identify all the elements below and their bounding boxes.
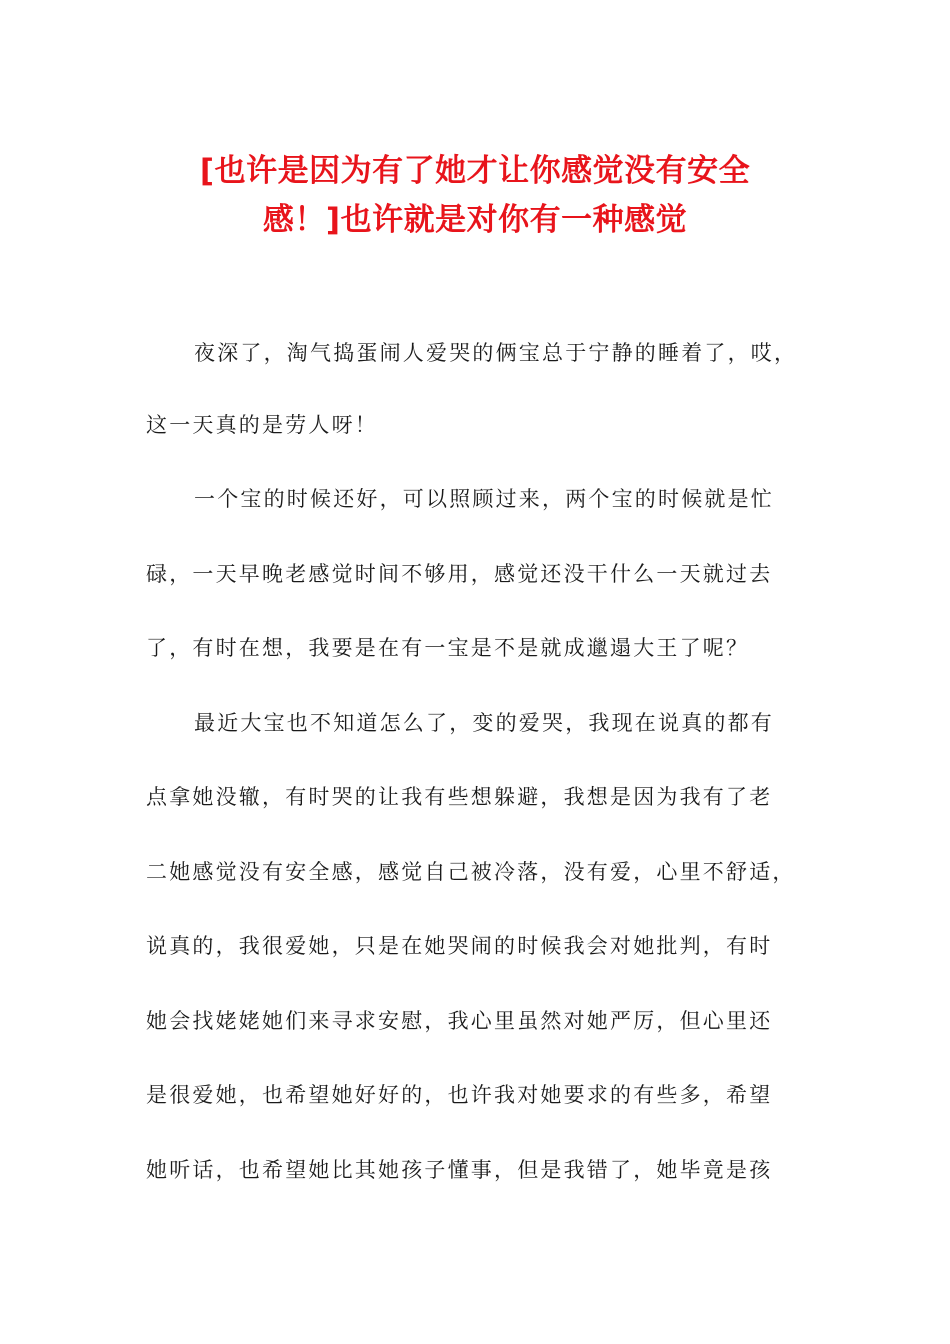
title-line-2: 感！]也许就是对你有一种感觉 (262, 202, 688, 238)
paragraph-2-line-3: 了，有时在想，我要是在有一宝是不是就成邋遢大王了呢？ (146, 636, 750, 660)
paragraph-3-line-6: 是很爱她，也希望她好好的，也许我对她要求的有些多，希望 (146, 1083, 773, 1107)
paragraph-2-line-2: 碌，一天早晚老感觉时间不够用，感觉还没干什么一天就过去 (146, 562, 773, 586)
paragraph-3-line-3: 二她感觉没有安全感，感觉自己被冷落，没有爱，心里不舒适， (146, 860, 796, 884)
paragraph-1-line-2: 这一天真的是劳人呀！ (146, 413, 378, 437)
paragraph-3-line-1: 最近大宝也不知道怎么了，变的爱哭，我现在说真的都有 (194, 711, 774, 735)
paragraph-2-line-1: 一个宝的时候还好，可以照顾过来，两个宝的时候就是忙 (194, 487, 774, 511)
paragraph-3-line-7: 她听话，也希望她比其她孩子懂事，但是我错了，她毕竟是孩 (146, 1158, 773, 1182)
paragraph-3-line-2: 点拿她没辙，有时哭的让我有些想躲避，我想是因为我有了老 (146, 785, 773, 809)
title-line-1: [也许是因为有了她才让你感觉没有安全 (199, 153, 751, 189)
paragraph-1-line-1: 夜深了，淘气捣蛋闹人爱哭的俩宝总于宁静的睡着了，哎， (194, 341, 798, 365)
paragraph-3-line-5: 她会找姥姥她们来寻求安慰，我心里虽然对她严厉，但心里还 (146, 1009, 773, 1033)
paragraph-3-line-4: 说真的，我很爱她，只是在她哭闹的时候我会对她批判，有时 (146, 934, 773, 958)
